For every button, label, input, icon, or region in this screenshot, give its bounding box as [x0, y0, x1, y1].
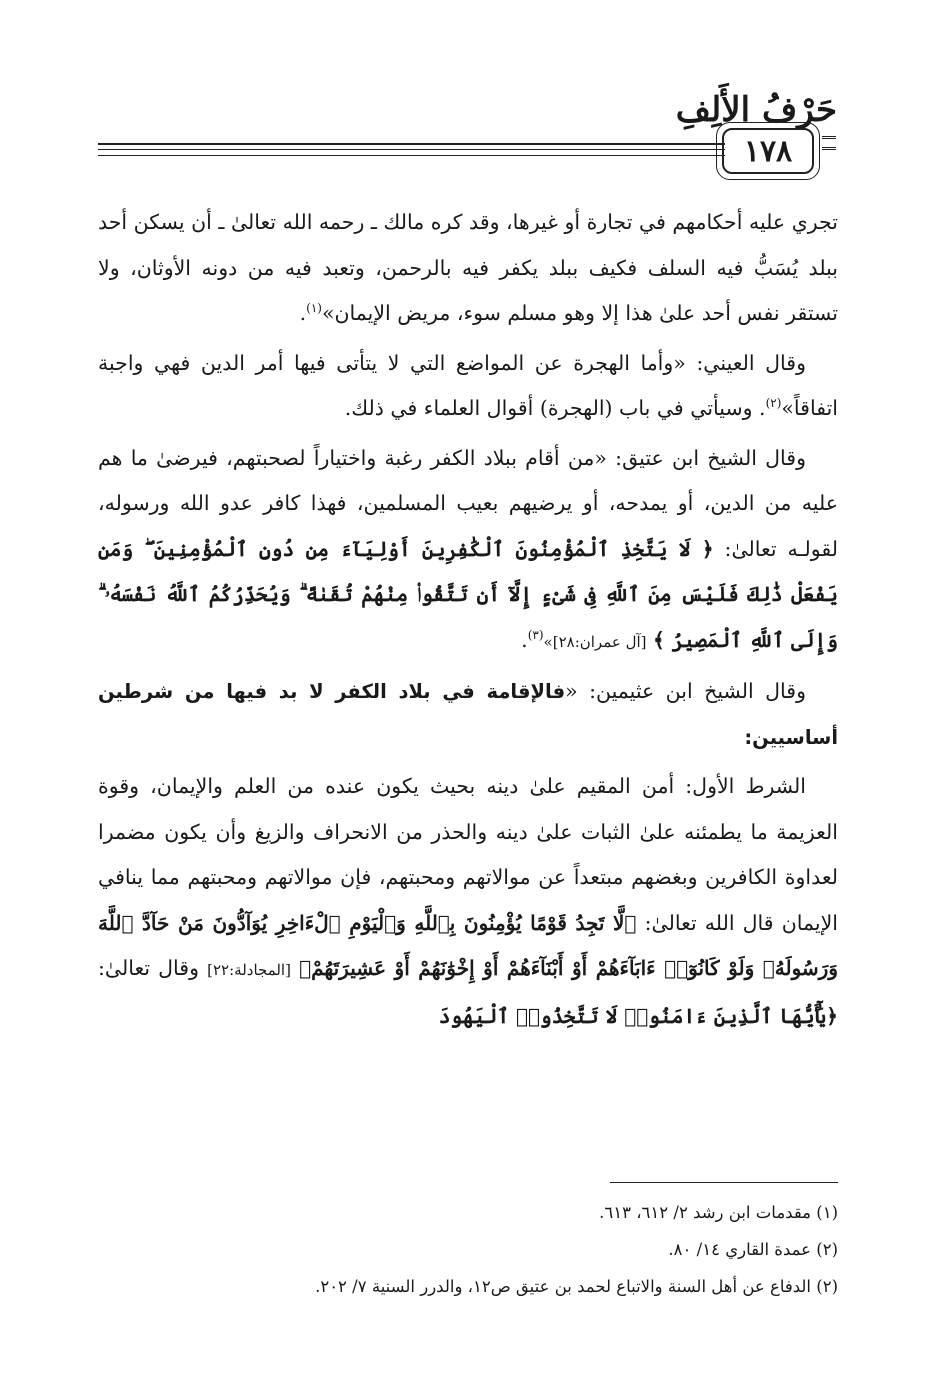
paragraph-text: . وسيأتي في باب (الهجرة) أقوال العلماء في ذلك.	[344, 396, 766, 420]
paragraph	[98, 669, 838, 760]
verse-reference: [المجادلة:٢٢]	[207, 961, 291, 979]
main-text	[98, 200, 838, 1043]
footnote: (٢) الدفاع عن أهل السنة والاتباع لحمد بن عتيق ص١٢، والدرر السنية ٧/ ٢٠٢.	[315, 1277, 838, 1296]
footnote: (١) مقدمات ابن رشد ٢/ ٦١٢، ٦١٣.	[599, 1203, 838, 1222]
paragraph-text: وقال العيني: «وأما الهجرة عن المواضع التي لا يتأتى فيها أمر الدين فهي واجبة اتفاقاً»	[98, 350, 838, 420]
quran-verse: ﴿لَّا تَجِدُ قَوْمًا يُؤْمِنُونَ بِٱللَّهِ وَٱلْيَوْمِ ٱلْءَاخِرِ يُوَآدُّونَ مَنْ حَآدَّ ٱللَّهَ وَرَسُولَهُۥ وَلَوْ كَانُوٓا۟ ءَابَآءَهُمْ أَوْ أَبْنَآءَهُمْ أَوْ إِخْوَٰنَهُمْ أَوْ عَشِيرَتَهُمْ﴾	[98, 910, 838, 980]
paragraph	[98, 200, 838, 337]
paragraph-text: وقال تعالىٰ:	[98, 956, 200, 980]
footnote-separator	[610, 1182, 838, 1183]
verse-reference: [آل عمران:٢٨]»	[543, 632, 647, 651]
header-rule	[98, 155, 725, 156]
footnote: (٢) عمدة القاري ١٤/ ٨٠.	[668, 1240, 838, 1259]
quran-verse: ﴿ لَا يَتَّخِذِ ٱلْمُؤْمِنُونَ ٱلْكَٰفِرِينَ أَوْلِيَآءَ مِن دُونِ ٱلْمُؤْمِنِينَ ۖ وَمَن يَفْعَلْ ذَٰلِكَ فَلَيْسَ مِنَ ٱللَّهِ فِى شَىْءٍ إِلَّآ أَن تَتَّقُوا۟ مِنْهُمْ تُقَىٰةً ۗ وَيُحَذِّرُكُمُ ٱللَّهُ نَفْسَهُۥ ۗ وَإِلَى ٱللَّهِ ٱلْمَصِيرُ ﴾	[98, 536, 838, 652]
emphasized-text: فالإقامة في بلاد الكفر لا بد فيها من شرطين أساسيين:	[98, 680, 838, 749]
paragraph	[98, 341, 838, 432]
header-rule	[98, 143, 725, 145]
footnotes	[98, 1194, 838, 1305]
paragraph-text: .	[521, 627, 528, 652]
paragraph-text: وقال الشيخ ابن عثيمين: «	[565, 679, 806, 703]
header-ornament	[822, 136, 836, 150]
header-rule	[98, 149, 725, 150]
paragraph-text: الشرط الأول: أمن المقيم علىٰ دينه بحيث يكون عنده من العلم والإيمان، وقوة العزيمة ما يطمئنه علىٰ الثبات علىٰ دينه والحذر من الانحراف والزيغ وأن يكون مضمرا لعداوة الكافرين وبغضهم مبتعداً عن موالاتهم ومحبتهم، فإن موالاتهم ومحبتهم مما ينافي الإيمان قال الله تعالىٰ:	[98, 774, 838, 935]
paragraph	[98, 764, 838, 1039]
footnote-ref: (٢)	[765, 396, 782, 411]
footnote-ref: (١)	[306, 301, 322, 316]
quran-verse: ﴿يَٰٓأَيُّهَا ٱلَّذِينَ ءَامَنُوا۟ لَا تَتَّخِذُوا۟ ٱلْيَهُودَ	[438, 1003, 838, 1028]
paragraph-text: وقال الشيخ ابن عتيق: «من أقام ببلاد الكفر رغبة واختياراً لصحبتهم، فيرضىٰ ما هم عليه من الدين، أو يمدحه، أو يرضيهم بعيب المسلمين، فهذا كافر عدو الله ورسوله، لقولـه تعالىٰ:	[98, 445, 838, 561]
paragraph-text: تجري عليه أحكامهم في تجارة أو غيرها، وقد كره مالك ـ رحمه الله تعالىٰ ـ أن يسكن أحد ببلد يُسَبُّ فيه السلف فكيف ببلد يكفر فيه بالرحمن، وتعبد فيه من دونه الأوثان، ولا تستقر نفس أحد علىٰ هذا إلا وهو مسلم سوء، مريض الإيمان»	[98, 210, 838, 325]
footnote-ref: (٣)	[527, 627, 544, 642]
paragraph-text: .	[299, 301, 307, 325]
chapter-title: حَرْفُ الأَلِفِ	[675, 90, 837, 130]
page-number: ١٧٨	[722, 128, 814, 174]
paragraph	[98, 436, 838, 666]
